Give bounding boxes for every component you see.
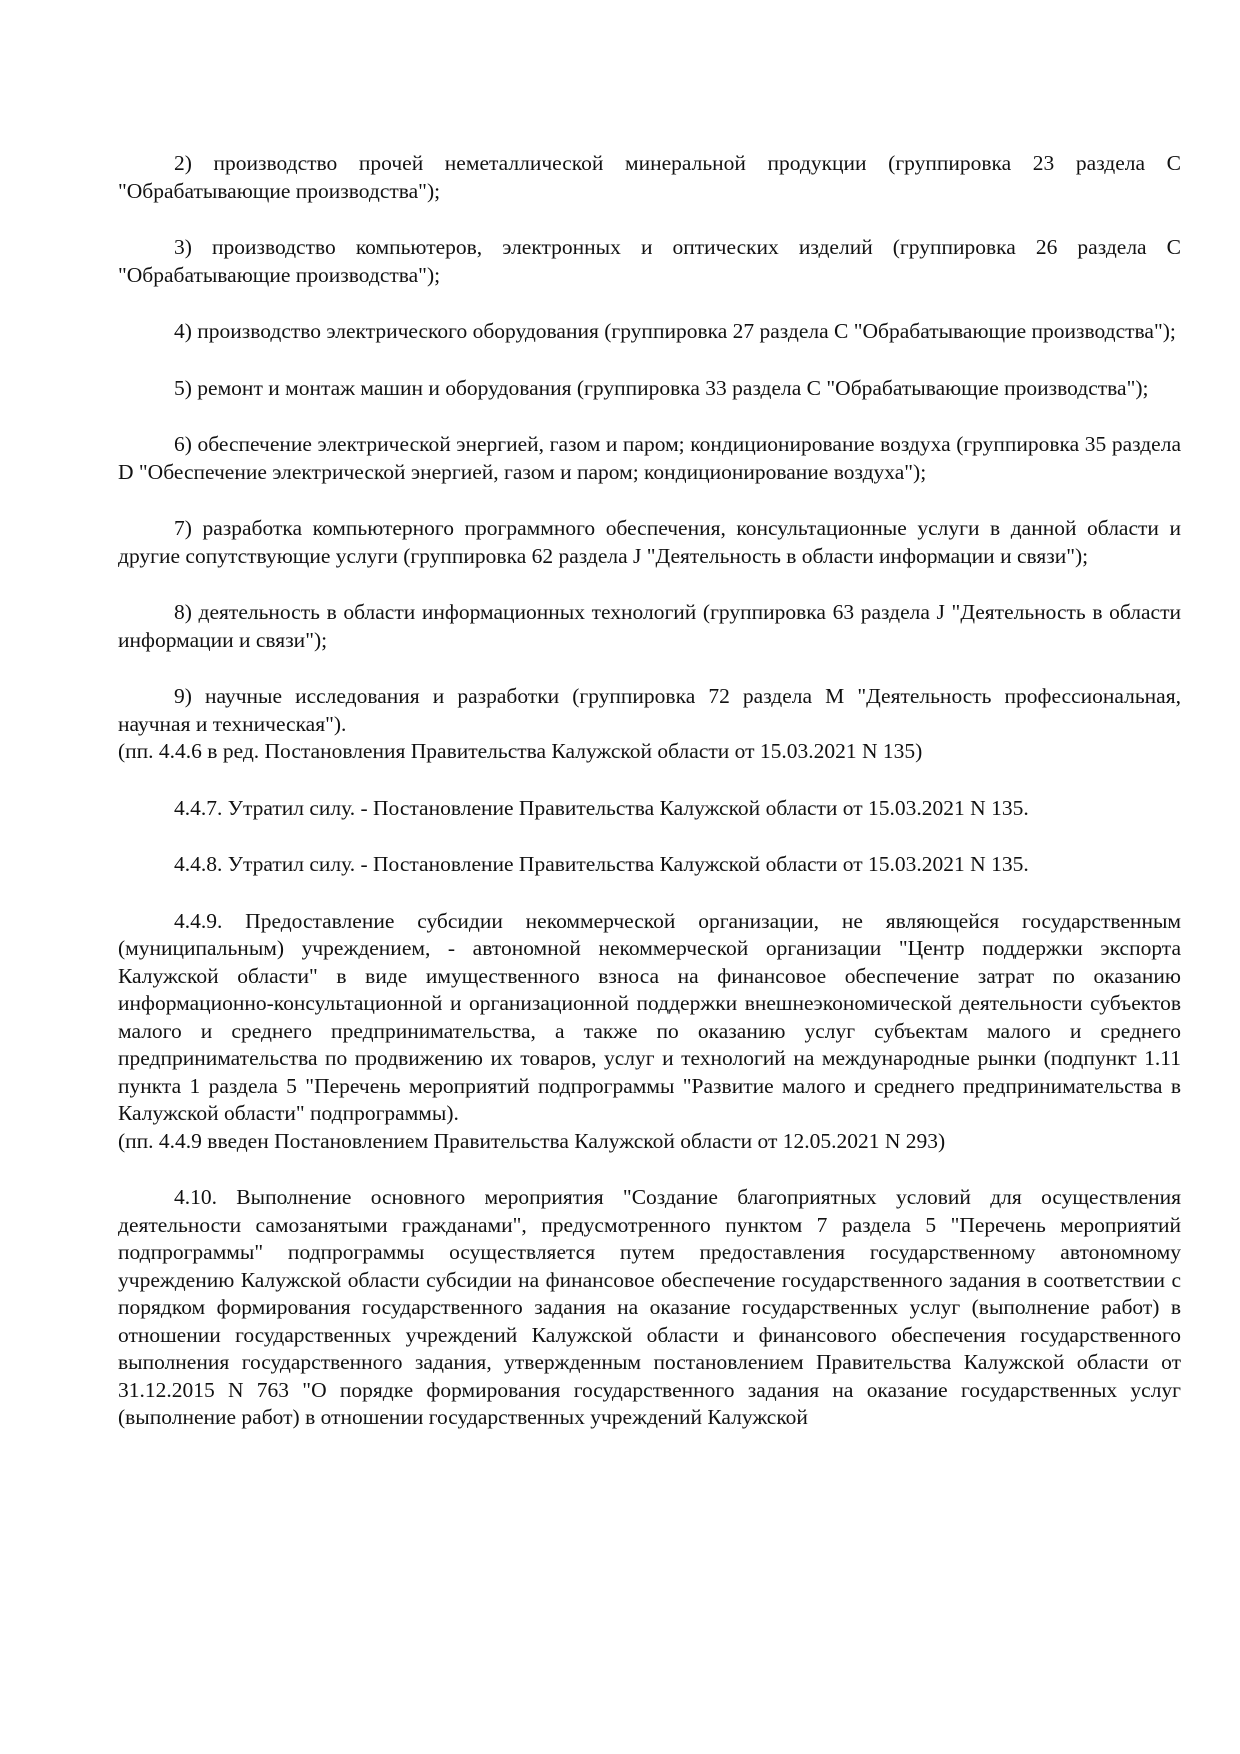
clause-4-10: 4.10. Выполнение основного мероприятия "Создание благоприятных условий для осуществления деятельности самозанятыми гражданами", предусмотренного пунктом 7 раздела 5 "Перечень мероприятий подпрограммы" подпрограммы осуществляется путем предоставления государственному автономному учреждению Калужской области субсидии на финансовое обеспечение государственного задания в соответствии с порядком формирования государственного задания на оказание государственных услуг (выполнение работ) в отношении государственных учреждений Калужской области и финансового обеспечения государственного выполнения государственного задания, утвержденным постановлением Правительства Калужской области от 31.12.2015 N 763 "О порядке формирования государственного задания на оказание государственных услуг (выполнение работ) в отношении государственных учреждений Калужской — [118, 1185, 1181, 1429]
list-item-3: 3) производство компьютеров, электронных и оптических изделий (группировка 26 раздела C "Обрабатывающие производства"); — [118, 235, 1181, 287]
amendment-note-4-4-6: (пп. 4.4.6 в ред. Постановления Правительства Калужской области от 15.03.2021 N 135) — [118, 739, 923, 763]
clause-4-4-8: 4.4.8. Утратил силу. - Постановление Правительства Калужской области от 15.03.2021 N 135. — [174, 852, 1029, 876]
list-item-6: 6) обеспечение электрической энергией, газом и паром; кондиционирование воздуха (группировка 35 раздела D "Обеспечение электрической энергией, газом и паром; кондиционирование воздуха"); — [118, 432, 1181, 484]
list-item-7: 7) разработка компьютерного программного обеспечения, консультационные услуги в данной области и другие сопутствующие услуги (группировка 62 раздела J "Деятельность в области информации и связи"); — [118, 516, 1181, 568]
list-item-2: 2) производство прочей неметаллической минеральной продукции (группировка 23 раздела C "Обрабатывающие производства"); — [118, 151, 1181, 203]
clause-4-4-9: 4.4.9. Предоставление субсидии некоммерческой организации, не являющейся государственным (муниципальным) учреждением, - автономной некоммерческой организации "Центр поддержки экспорта Калужской области" в виде имущественного взноса на финансовое обеспечение затрат по оказанию информационно-консультационной и организационной поддержки внешнеэкономической деятельности субъектов малого и среднего предпринимательства, а также по оказанию услуг субъектам малого и среднего предпринимательства по продвижению их товаров, услуг и технологий на международные рынки (подпункт 1.11 пункта 1 раздела 5 "Перечень мероприятий подпрограммы "Развитие малого и среднего предпринимательства в Калужской области" подпрограммы). — [118, 908, 1181, 1125]
list-item-5: 5) ремонт и монтаж машин и оборудования (группировка 33 раздела C "Обрабатывающие производства"); — [174, 375, 1149, 400]
list-item-4: 4) производство электрического оборудования (группировка 27 раздела C "Обрабатывающие производства"); — [174, 319, 1176, 343]
clause-4-4-7: 4.4.7. Утратил силу. - Постановление Правительства Калужской области от 15.03.2021 N 135. — [174, 795, 1029, 820]
document-page — [118, 150, 1181, 1432]
list-item-9: 9) научные исследования и разработки (группировка 72 раздела M "Деятельность профессиональная, научная и техническая"). — [118, 684, 1181, 736]
list-item-8: 8) деятельность в области информационных технологий (группировка 63 раздела J "Деятельность в области информации и связи"); — [118, 600, 1181, 652]
amendment-note-4-4-9: (пп. 4.4.9 введен Постановлением Правительства Калужской области от 12.05.2021 N 293) — [118, 1128, 946, 1153]
